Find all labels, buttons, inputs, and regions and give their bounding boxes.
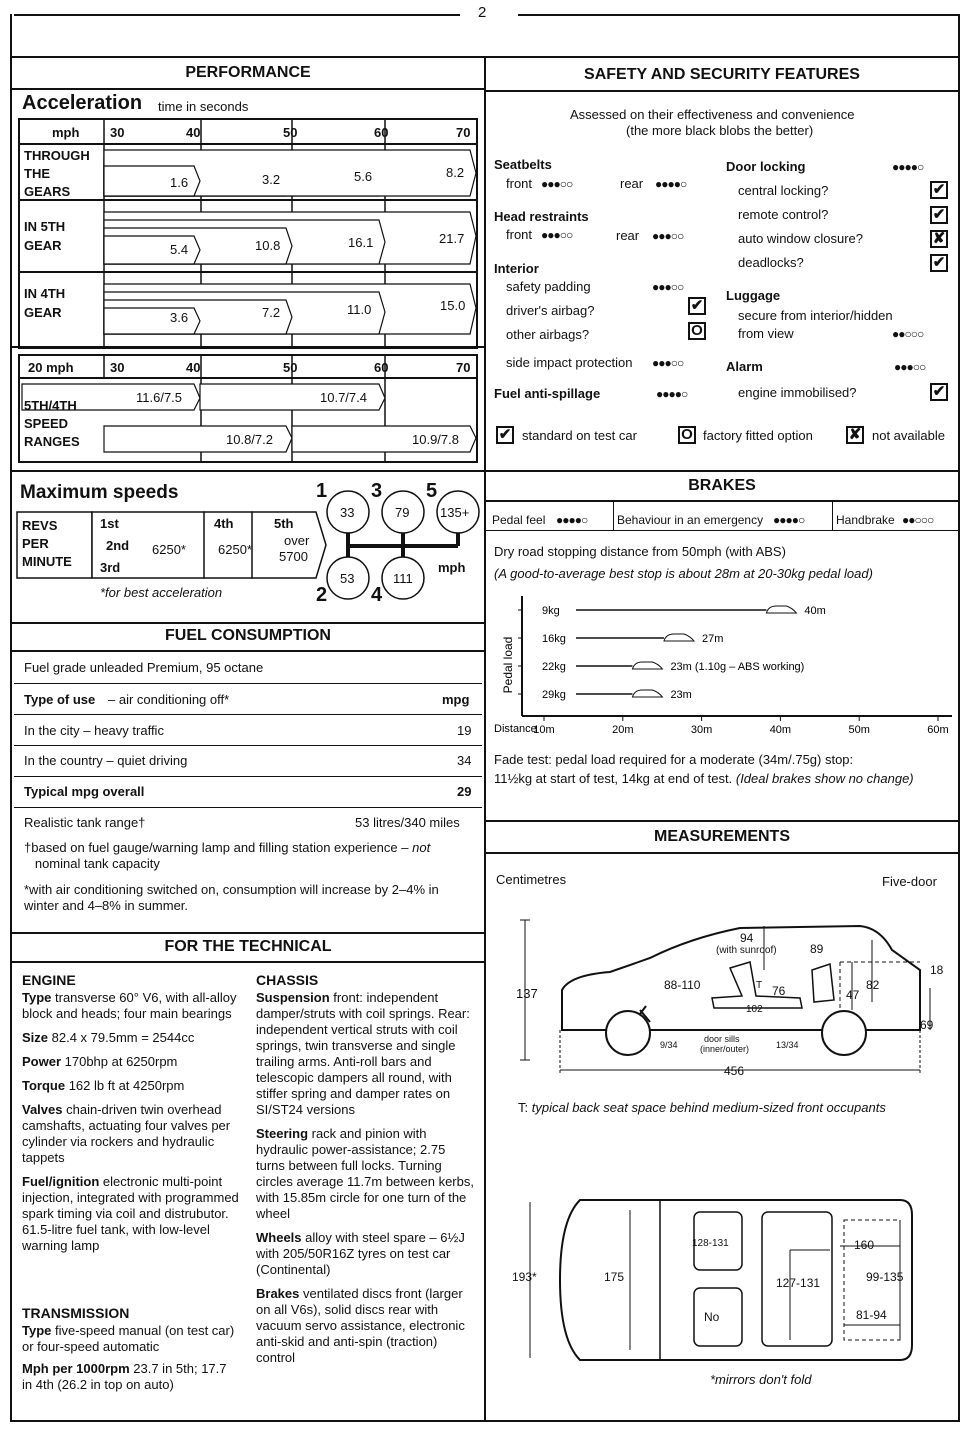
gear-num-3: 3 bbox=[371, 480, 383, 502]
chassis-brakes-head: Brakes bbox=[256, 1286, 300, 1301]
meas-body: Five-door bbox=[882, 874, 937, 889]
speed-4: 111 bbox=[393, 571, 413, 586]
immobilised-label: engine immobilised? bbox=[738, 385, 857, 400]
fuel-city-label: In the city – heavy traffic bbox=[24, 723, 164, 738]
engine-valves-text: chain-driven twin overhead camshafts, actuating four valves per cylinder via rockers and hydraulic tappets bbox=[22, 1102, 231, 1165]
revs-label-c: MINUTE bbox=[22, 554, 72, 569]
top-no: No bbox=[704, 1310, 720, 1324]
chassis-wheels-head: Wheels bbox=[256, 1230, 302, 1245]
meas-caption-t: T: bbox=[518, 1100, 532, 1115]
x-tick-label: 30m bbox=[690, 724, 713, 736]
drivers-airbag-checkbox: ✔ bbox=[688, 297, 706, 315]
other-airbags-label: other airbags? bbox=[506, 327, 590, 342]
center-divider bbox=[484, 56, 486, 1422]
legend-na-checkbox: ✘ bbox=[846, 426, 864, 444]
side-rear-leg: 76 bbox=[772, 984, 786, 998]
fade-line-2 bbox=[494, 771, 914, 786]
luggage-label: Luggage bbox=[726, 288, 781, 303]
chassis-wheels bbox=[256, 1230, 476, 1278]
pedal-feel-label: Pedal feel bbox=[492, 513, 546, 527]
ranges-header-30: 30 bbox=[110, 360, 125, 375]
x-tick-label: 60m bbox=[927, 724, 949, 736]
trans-mph bbox=[22, 1361, 240, 1393]
row3-val-2: 7.2 bbox=[262, 305, 281, 320]
distance-label: 40m bbox=[804, 605, 826, 617]
seatbelts-rear-label: rear bbox=[620, 176, 644, 191]
top-rear-width: 127-131 bbox=[776, 1276, 821, 1290]
side-door-front: 9/34 bbox=[660, 1040, 678, 1050]
top-rule-left bbox=[14, 14, 460, 16]
range-val-2: 10.7/7.4 bbox=[320, 390, 367, 405]
engine-type-text: transverse 60° V6, with all-alloy block and heads; four main bearings bbox=[22, 990, 237, 1021]
head-front-label: front bbox=[506, 227, 533, 242]
row2-label-b: GEAR bbox=[24, 238, 62, 253]
tech-top-rule bbox=[12, 932, 484, 934]
distance-label: 23m bbox=[670, 689, 692, 701]
accel-header-50: 50 bbox=[283, 125, 298, 140]
engine-type-head: Type bbox=[22, 990, 52, 1005]
ranges-label-c: RANGES bbox=[24, 434, 80, 449]
other-airbags-checkbox: O bbox=[688, 322, 706, 340]
load-label: 22kg bbox=[542, 661, 566, 673]
seatbelts-front-rating: ●●●○○ bbox=[541, 177, 573, 191]
side-door-rear: 13/34 bbox=[776, 1040, 799, 1050]
speed-2: 53 bbox=[340, 571, 355, 586]
luggage-rating: ●●○○○ bbox=[892, 327, 924, 341]
range-val-1: 11.6/7.5 bbox=[136, 390, 183, 405]
door-locking-rating: ●●●●○ bbox=[892, 160, 924, 174]
safety-title-rule bbox=[486, 90, 958, 92]
remote-control-label: remote control? bbox=[738, 207, 829, 222]
door-locking-label: Door locking bbox=[726, 159, 806, 174]
rpm-4: 6250* bbox=[218, 542, 252, 557]
side-inner-outer: (inner/outer) bbox=[700, 1044, 750, 1054]
engine-fuel bbox=[22, 1174, 240, 1254]
engine-size bbox=[22, 1030, 240, 1046]
handbrake-rating: ●●○○○ bbox=[902, 513, 934, 527]
seatbelts-label: Seatbelts bbox=[494, 157, 552, 172]
chassis-brakes bbox=[256, 1286, 476, 1366]
y-axis-label: Pedal load bbox=[501, 636, 515, 694]
engine-torque-head: Torque bbox=[22, 1078, 66, 1093]
stopping-distance-chart bbox=[490, 590, 956, 740]
x-tick-label: 40m bbox=[769, 724, 792, 736]
ranges-svg bbox=[18, 354, 478, 464]
fuel-spillage-rating: ●●●●○ bbox=[656, 387, 688, 401]
ranges-label-b: SPEED bbox=[24, 416, 69, 431]
alarm-rating: ●●●○○ bbox=[894, 360, 926, 374]
chassis-steering bbox=[256, 1126, 476, 1222]
drivers-airbag-label: driver's airbag? bbox=[506, 303, 595, 318]
top-boot-min: 81-94 bbox=[856, 1308, 887, 1322]
revs-label-b: PER bbox=[22, 536, 49, 551]
row3-label-b: GEAR bbox=[24, 305, 62, 320]
chassis-suspension bbox=[256, 990, 476, 1118]
row3-val-4: 15.0 bbox=[440, 298, 466, 313]
stop-point-car bbox=[766, 606, 796, 613]
frame-left-top bbox=[10, 14, 12, 58]
fuel-country-label: In the country – quiet driving bbox=[24, 753, 188, 768]
meas-title-rule bbox=[486, 852, 958, 854]
distance-label: 27m bbox=[701, 633, 724, 645]
ranges-header-40: 40 bbox=[186, 360, 201, 375]
row1-label-a: THROUGH bbox=[24, 148, 90, 163]
engine-title: ENGINE bbox=[22, 972, 76, 988]
accel-header-30: 30 bbox=[110, 125, 125, 140]
engine-valves-head: Valves bbox=[22, 1102, 63, 1117]
fuel-type-use-rest: – air conditioning off* bbox=[108, 692, 230, 707]
engine-valves bbox=[22, 1102, 240, 1166]
trans-type-text: five-speed manual (on test car) or four-speed automatic bbox=[22, 1323, 235, 1354]
trans-mph-text: 23.7 in 5th; 17.7 in 4th (26.2 in top on auto) bbox=[22, 1361, 227, 1392]
transmission-title: TRANSMISSION bbox=[22, 1305, 130, 1321]
central-locking-label: central locking? bbox=[738, 183, 829, 198]
head-rear-rating: ●●●○○ bbox=[652, 229, 684, 243]
deadlocks-checkbox: ✔ bbox=[930, 254, 948, 272]
head-front-rating: ●●●○○ bbox=[541, 228, 573, 242]
fuel-title-rule bbox=[12, 650, 484, 652]
fuel-range-label: Realistic tank range† bbox=[24, 815, 146, 830]
fade-line-2a: 11½kg at start of test, 14kg at end of test. bbox=[494, 771, 736, 786]
gear-4th: 4th bbox=[214, 516, 234, 531]
speed-1: 33 bbox=[340, 505, 355, 520]
legend-opt-label: factory fitted option bbox=[703, 428, 813, 443]
row3-val-3: 11.0 bbox=[347, 302, 372, 317]
chassis-steering-head: Steering bbox=[256, 1126, 309, 1141]
fuel-type-use: Type of use bbox=[24, 692, 96, 707]
gear-5th: 5th bbox=[274, 516, 294, 531]
engine-power bbox=[22, 1054, 240, 1070]
chassis-brakes-text: ventilated discs front (larger on all V6s), solid discs rear with vacuum servo assistance, electronic anti-skid and anti-spin (traction) control bbox=[256, 1286, 465, 1365]
side-sunroof: (with sunroof) bbox=[716, 945, 777, 956]
engine-fuel-text: electronic multi-point injection, integrated with programmed spark timing via coil and distrubutor. 61.5-litre fuel tank, with low-level warning lamp bbox=[22, 1174, 239, 1253]
luggage-text-2: from view bbox=[738, 326, 794, 341]
brakes-ratings-rule bbox=[486, 530, 958, 531]
engine-size-head: Size bbox=[22, 1030, 49, 1045]
central-locking-checkbox: ✔ bbox=[930, 181, 948, 199]
top-width: 193* bbox=[512, 1270, 537, 1284]
row3-val-1: 3.6 bbox=[170, 310, 189, 325]
stop-point-car bbox=[632, 690, 662, 697]
brakes-top-rule bbox=[486, 470, 958, 472]
fuel-rule-5 bbox=[14, 807, 482, 808]
top-inner: 175 bbox=[604, 1270, 625, 1284]
side-front-leg: 88-110 bbox=[664, 978, 701, 992]
trans-type bbox=[22, 1323, 240, 1355]
stop-point-car bbox=[664, 634, 694, 641]
fuel-grade: Fuel grade unleaded Premium, 95 octane bbox=[24, 660, 264, 675]
accel-header-60: 60 bbox=[374, 125, 389, 140]
row1-val-2: 3.2 bbox=[262, 172, 281, 187]
rpm-5a: over bbox=[284, 533, 310, 548]
fuel-rule-3 bbox=[14, 745, 482, 746]
fade-line-1: Fade test: pedal load required for a moderate (34m/.75g) stop: bbox=[494, 752, 854, 767]
safety-intro-1: Assessed on their effectiveness and convenience bbox=[570, 107, 855, 122]
handbrake-label: Handbrake bbox=[836, 513, 895, 527]
row1-val-4: 8.2 bbox=[446, 165, 465, 180]
chassis-steering-text: rack and pinion with hydraulic power-assistance; 2.75 turns between full locks. Turning circles average 11.7m between kerbs, with 15.85m circle for one turn of the wheel bbox=[256, 1126, 474, 1221]
frame-right-top bbox=[958, 14, 960, 58]
fuel-rule-1 bbox=[14, 683, 482, 684]
fuel-country-value: 34 bbox=[457, 753, 472, 768]
perf-split-rule bbox=[12, 346, 484, 348]
legend-opt-checkbox: O bbox=[678, 426, 696, 444]
side-height: 137 bbox=[516, 986, 538, 1001]
dry-road-text: Dry road stopping distance from 50mph (with ABS) bbox=[494, 544, 786, 559]
gear-num-5: 5 bbox=[426, 480, 438, 502]
seatbelts-rear-rating: ●●●●○ bbox=[655, 177, 687, 191]
revs-label-a: REVS bbox=[22, 518, 58, 533]
side-length: 456 bbox=[724, 1064, 745, 1078]
top-seat: 128-131 bbox=[692, 1238, 729, 1249]
x-tick-label: 50m bbox=[848, 724, 870, 736]
engine-power-text: 170bhp at 6250rpm bbox=[61, 1054, 178, 1069]
chassis-title: CHASSIS bbox=[256, 972, 319, 988]
engine-power-head: Power bbox=[22, 1054, 62, 1069]
fuel-typical-value: 29 bbox=[457, 784, 472, 799]
engine-size-text: 82.4 x 79.5mm = 2544cc bbox=[48, 1030, 195, 1045]
side-t-mark: T bbox=[756, 980, 763, 991]
accel-title: Acceleration bbox=[22, 92, 143, 114]
fuel-typical-label: Typical mpg overall bbox=[24, 784, 145, 799]
row1-label-b: THE bbox=[24, 166, 50, 181]
max-speeds-title: Maximum speeds bbox=[20, 482, 179, 503]
fade-line-2b: (Ideal brakes show no change) bbox=[735, 771, 914, 786]
fuel-note-2: *with air conditioning switched on, consumption will increase by 2–4% in winter and 4–8% in summer. bbox=[24, 882, 439, 913]
ranges-header-20: 20 mph bbox=[28, 360, 74, 375]
chassis-wheels-text: alloy with steel spare – 6½J with 205/50R16Z tyres on test car (Continental) bbox=[256, 1230, 465, 1277]
meas-title: MEASUREMENTS bbox=[653, 828, 790, 845]
interior-label: Interior bbox=[494, 261, 539, 276]
fuel-range-value: 53 litres/340 miles bbox=[355, 815, 460, 830]
gear-num-4: 4 bbox=[371, 584, 383, 606]
row2-val-1: 5.4 bbox=[170, 242, 189, 257]
row2-val-4: 21.7 bbox=[439, 231, 465, 246]
mirrors-note: *mirrors don't fold bbox=[710, 1372, 812, 1387]
accel-header-mph: mph bbox=[52, 125, 80, 140]
side-impact-label: side impact protection bbox=[506, 355, 633, 370]
side-lip: 69 bbox=[920, 1018, 934, 1032]
fuel-title: FUEL CONSUMPTION bbox=[165, 627, 331, 644]
top-rule-right bbox=[518, 14, 958, 16]
side-impact-rating: ●●●○○ bbox=[652, 356, 684, 370]
legend-na-label: not available bbox=[872, 428, 945, 443]
transmission-text bbox=[22, 1323, 240, 1393]
side-view-diagram bbox=[500, 910, 952, 1085]
accel-header-40: 40 bbox=[186, 125, 201, 140]
page-number: 2 bbox=[478, 4, 487, 21]
x-tick-label: 20m bbox=[612, 724, 634, 736]
remote-control-checkbox: ✔ bbox=[930, 206, 948, 224]
performance-title: PERFORMANCE bbox=[185, 64, 311, 81]
speed-3: 79 bbox=[395, 505, 410, 520]
engine-fuel-head: Fuel/ignition bbox=[22, 1174, 100, 1189]
safety-padding-label: safety padding bbox=[506, 279, 591, 294]
row1-label-c: GEARS bbox=[24, 184, 71, 199]
legend-std-label: standard on test car bbox=[522, 428, 637, 443]
gear-3rd: 3rd bbox=[100, 560, 121, 575]
fuel-top-rule bbox=[12, 622, 484, 624]
gear-num-2: 2 bbox=[316, 584, 328, 606]
emergency-label: Behaviour in an emergency bbox=[617, 513, 764, 527]
fuel-spillage-label: Fuel anti-spillage bbox=[494, 386, 601, 401]
row2-label-a: IN 5TH bbox=[24, 219, 66, 234]
side-rear-head: 89 bbox=[810, 942, 824, 956]
x-tick-label: 10m bbox=[533, 724, 555, 736]
legend-std-checkbox: ✔ bbox=[496, 426, 514, 444]
chassis-text bbox=[256, 990, 476, 1366]
side-boot-h: 47 bbox=[846, 988, 860, 1002]
row1-val-3: 5.6 bbox=[354, 169, 373, 184]
circles-svg bbox=[310, 480, 482, 610]
emergency-rating: ●●●●○ bbox=[773, 513, 805, 527]
row2-val-3: 16.1 bbox=[348, 235, 374, 250]
engine-type bbox=[22, 990, 240, 1022]
engine-text bbox=[22, 990, 240, 1254]
load-label: 29kg bbox=[542, 689, 566, 701]
stop-point-car bbox=[632, 662, 662, 669]
load-label: 9kg bbox=[542, 605, 560, 617]
distance-label: 23m (1.10g – ABS working) bbox=[670, 661, 805, 673]
brakes-rating-div-2 bbox=[832, 500, 833, 530]
brakes-rating-div-1 bbox=[613, 500, 614, 530]
fuel-rule-4 bbox=[14, 776, 482, 777]
accel-sub: time in seconds bbox=[158, 99, 249, 114]
meas-caption bbox=[518, 1100, 886, 1115]
ranges-header-70: 70 bbox=[456, 360, 471, 375]
rpm-a: 6250* bbox=[152, 542, 186, 557]
trans-type-head: Type bbox=[22, 1323, 52, 1338]
engine-torque bbox=[22, 1078, 240, 1094]
safety-intro-2: (the more black blobs the better) bbox=[626, 123, 814, 138]
brakes-title: BRAKES bbox=[688, 477, 756, 494]
speed-5: 135+ bbox=[440, 505, 470, 520]
fuel-note-1b: not bbox=[412, 840, 431, 855]
fuel-mpg-header: mpg bbox=[442, 692, 470, 707]
row3-label-a: IN 4TH bbox=[24, 286, 66, 301]
x-axis-label: Distance bbox=[494, 723, 537, 735]
ranges-label-a: 5TH/4TH bbox=[24, 398, 77, 413]
luggage-text-1: secure from interior/hidden bbox=[738, 308, 893, 323]
safety-padding-rating: ●●●○○ bbox=[652, 280, 684, 294]
ranges-header-50: 50 bbox=[283, 360, 298, 375]
brakes-note: (A good-to-average best stop is about 28m at 20-30kg pedal load) bbox=[494, 566, 873, 581]
meas-caption-text: typical back seat space behind medium-sized front occupants bbox=[531, 1100, 886, 1115]
side-headroom: 94 bbox=[740, 931, 754, 945]
trans-mph-head: Mph per 1000rpm bbox=[22, 1361, 130, 1376]
pedal-feel-rating: ●●●●○ bbox=[556, 513, 588, 527]
safety-title: SAFETY AND SECURITY FEATURES bbox=[584, 66, 860, 83]
row2-val-2: 10.8 bbox=[255, 238, 281, 253]
seatbelts-front-label: front bbox=[506, 176, 533, 191]
chassis-suspension-head: Suspension bbox=[256, 990, 330, 1005]
side-rear-knee: 102 bbox=[746, 1004, 763, 1015]
head-rear-label: rear bbox=[616, 228, 640, 243]
ranges-header-60: 60 bbox=[374, 360, 389, 375]
gear-1st: 1st bbox=[100, 516, 119, 531]
rpm-5b: 5700 bbox=[279, 549, 308, 564]
meas-top-rule bbox=[486, 820, 958, 822]
fuel-note-1 bbox=[24, 840, 474, 872]
accel-header-70: 70 bbox=[456, 125, 471, 140]
side-boot-h2: 82 bbox=[866, 978, 880, 992]
immobilised-checkbox: ✔ bbox=[930, 383, 948, 401]
ranges-bottom-rule bbox=[12, 470, 484, 472]
fuel-city-value: 19 bbox=[457, 723, 472, 738]
range-val-3: 10.8/7.2 bbox=[226, 432, 273, 447]
side-door-sills: door sills bbox=[704, 1034, 740, 1044]
best-accel-note: *for best acceleration bbox=[100, 585, 223, 600]
top-boot-w: 160 bbox=[854, 1238, 875, 1252]
fuel-rule-2 bbox=[14, 714, 482, 715]
gear-num-1: 1 bbox=[316, 480, 328, 502]
top-boot-d: 99-135 bbox=[866, 1270, 904, 1284]
mph-label: mph bbox=[438, 560, 466, 575]
auto-window-label: auto window closure? bbox=[738, 231, 864, 246]
range-val-4: 10.9/7.8 bbox=[412, 432, 459, 447]
meas-unit: Centimetres bbox=[496, 872, 567, 887]
row1-val-1: 1.6 bbox=[170, 175, 189, 190]
perf-title-rule bbox=[12, 88, 484, 90]
alarm-label: Alarm bbox=[726, 359, 763, 374]
fuel-note-1a: †based on fuel gauge/warning lamp and filling station experience – bbox=[24, 840, 413, 855]
engine-torque-text: 162 lb ft at 4250rpm bbox=[65, 1078, 185, 1093]
brakes-title-rule bbox=[486, 500, 958, 502]
gear-2nd: 2nd bbox=[106, 538, 130, 553]
head-restraints-label: Head restraints bbox=[494, 209, 589, 224]
tech-title-rule bbox=[12, 961, 484, 963]
tech-title: FOR THE TECHNICAL bbox=[164, 938, 332, 955]
chassis-suspension-text: front: independent damper/struts with coil springs. Rear: independent vertical struts with coil springs, twin transverse and single trailing arms. Anti-roll bars and telescopic dampers all round, with stiffer spring and damper rates on SI/ST24 versions bbox=[256, 990, 470, 1117]
deadlocks-label: deadlocks? bbox=[738, 255, 804, 270]
side-sill: 18 bbox=[930, 963, 944, 977]
auto-window-checkbox: ✘ bbox=[930, 230, 948, 248]
load-label: 16kg bbox=[542, 633, 566, 645]
fuel-note-1c: nominal tank capacity bbox=[34, 856, 160, 871]
